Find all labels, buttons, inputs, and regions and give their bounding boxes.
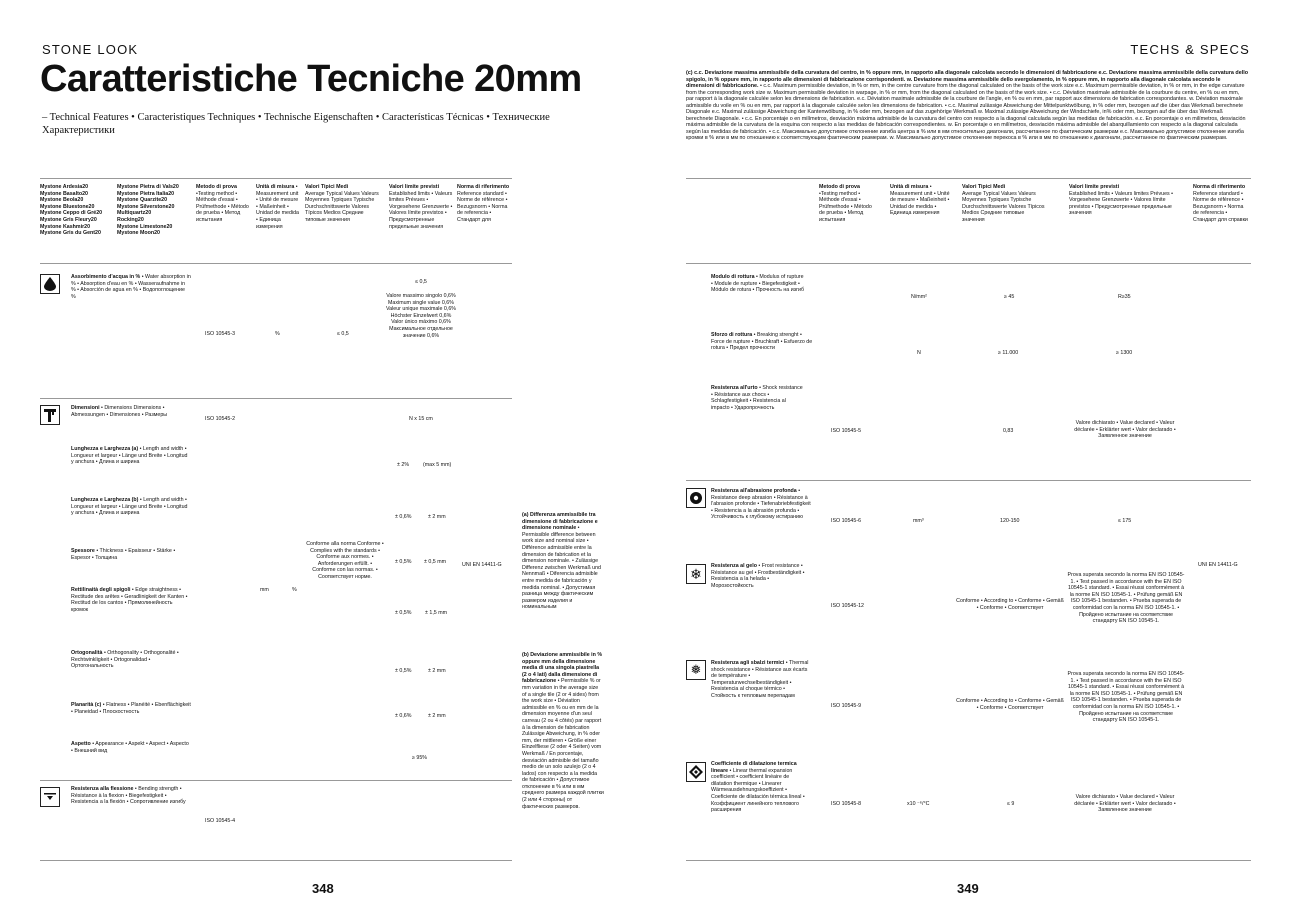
dilation-unit: x10 ⁻⁶/°C (907, 801, 930, 807)
thermal-shock-typical: Conforme • According to • Conforme • Gemäß • Conforme • Соответствует (956, 698, 1064, 711)
col-header-method: Metodo di prova •Testing method • Méthode d'essai • Prüfmethode • Método de prueba • Метод испытания (196, 184, 249, 223)
length-b-label: Lunghezza e Larghezza (b) • Length and width • Longueur et largeur • Länge und Breite • Longitud y anchura • Длина и ширина (71, 497, 188, 517)
footer-rule (40, 860, 512, 861)
product-name: Mystone Limestone20 (117, 223, 173, 230)
col-header-limits: Valori limite previsti Established limits • Valeurs limites Prévues • Vorgesehene Grenzwerte • Valores límite previstos • Предусмотренные предельные значения (389, 184, 453, 230)
right-col-header-unit: Unità di misura • Measurement unit • Unité de mesure • Maßeinheit • Unidad de medida • Единица измерения (890, 184, 950, 217)
abrasion-method: ISO 10545-6 (831, 518, 862, 524)
thermal-shock-method: ISO 10545-9 (831, 703, 862, 709)
thickness-value2: ± 0,5 mm (424, 559, 447, 565)
right-footer-rule (686, 860, 1251, 861)
orthogonality-value1: ± 0,5% (395, 668, 412, 674)
dilation-method: ISO 10545-8 (831, 801, 862, 807)
right-row-rule (686, 480, 1251, 481)
thickness-label: Spessore • Thickness • Epaisseur • Stärke • Espesor • Толщина (71, 548, 176, 561)
page-subtitle: – Technical Features • Caracteristiques Techniques • Technische Eigenschaften • Características Técnicas • Технические Характеристики (42, 112, 550, 136)
rupture-unit: N/mm² (911, 294, 927, 300)
note-c: (c) c.c. Deviazione massima ammissibile della curvatura del centro, in % oppure mm, in rapporto alla diagonale calcolata secondo le dimensioni di fabbricazione e.c. Deviazione massima ammissibile della curvatura dello spigolo, in % oppure mm, in rapporto alle dimensioni di fabbricazione corrispondenti. w. Deviazione massima ammissibile dello svergolamento, in % oppure mm, in rapporto alla diagonale calcolata secondo le dimensioni di fabbricazione. • c.c. Maximum permissible deviation, in % or mm, in the centre curvature from the diagonal calculated on the basis of the work size e.c. Maximum permissible deviation, in % or mm, in the edge curvature from the corresponding work size w. Maximum permissible deviation in warpage, in % or mm, from the diagonal calculated on the basis of the work size. • c.c. Déviation maximale admissible de la courbure du centre, en % ou en mm, par rapport à la diagonale calculée selon les dimensions de fabrication. e.c. Déviation maximale admissible de la courbure de l'angle, en % ou en mm, par rapport aux dimensions de fabrication correspondantes. w. Déviation maximale admissible du voile en % ou en mm, par rapport à la diagonale calculée selon les dimensions de fabrication. • c.c. Maximal zulässige Abweichung der Mittelpunktwölbung, in % oder mm, bezogen auf die über das Werkmaß berechnete Diagonale e.c. Maximal zulässige Abweichung der Kantenwölbung, in % oder mm, bezogen auf das zugehörige Werkmaß w. Maximal zulässige Abweichung der Windschiefe, in% oder mm, bezogen auf die über das Werkmaß berechnete Diagonale. • c.c. En porcentaje o en milímetros, desviación máxima admisible de la curvatura del centro con respecto a la diagonal calculada según las medidas de fabricación. e.c. En porcentaje o en milímetros, desviación máxima admisible de la curvatura de la esquina con respecto a las medidas de fabricación correspondientes. w. En porcentaje o en milímetros, desviación máxima admisible del abarquillamiento con respecto a la diagonal calculada según las medidas de fabricación. • c.c. Максимально допустимое отклонение изгиба центра в % или в мм относительно диагонали, рассчитанное по фактическим размерам e.c. Максимально допустимое отклонение изгиба кромки в % или в мм по отношению к соответствующим фактическим размерам. w. Максимально допустимое отклонение перекоса в % или в мм по отношению к диагонали, рассчитанное по фактическим размерам. (686, 70, 1249, 142)
product-name: Rocking20 (117, 216, 144, 223)
length-a-value2: (max 5 mm) (423, 462, 452, 468)
flatness-value2: ± 2 mm (428, 713, 446, 719)
impact-label: Resistenza all'urto • Shock resistance • Résistance aux chocs • Schlagfestigkeit • Resistencia al impacto • Ударопрочность (711, 385, 803, 411)
product-name: Mystone Gris Fleury20 (40, 216, 97, 223)
product-list-2 (117, 184, 197, 237)
frost-typical: Conforme • According to • Conforme • Gemäß • Conforme • Соответствует (956, 598, 1064, 611)
straightness-value1: ± 0,5% (395, 610, 412, 616)
product-name: Mystone Ceppo di Gré20 (40, 210, 103, 217)
straightness-value2: ± 1,5 mm (425, 610, 448, 616)
right-header-top-rule (686, 178, 1251, 179)
page-number-left: 348 (312, 881, 334, 896)
thickness-value1: ± 0,5% (395, 559, 412, 565)
product-list-1 (40, 184, 120, 237)
right-col-header-limits: Valori limite previsti Established limits • Valeurs limites Prévues • Vorgesehene Grenzwerte • Valores límite previstos • Предусмотренные предельные значения (1069, 184, 1173, 217)
length-a-value1: ± 2% (397, 462, 410, 468)
abrasion-icon (686, 488, 706, 508)
product-name: Mystone Ardesia20 (40, 184, 89, 190)
product-name: Mystone Bluestone20 (40, 203, 95, 210)
water-method: ISO 10545-3 (205, 331, 236, 337)
rupture-typical: ≥ 45 (1004, 294, 1015, 300)
water-limit-detail: Valore massimo singolo 0,6% Maximum single value 0,6% Valeur unique maximale 0,6% Höchster Einzelwert 0,6% Valor único máximo 0,6% Максимальное отдельное значение 0,6% (386, 293, 456, 339)
abrasion-unit: mm³ (913, 518, 924, 524)
page-title: Caratteristiche Tecniche 20mm (40, 58, 582, 100)
page-number-right: 349 (957, 881, 979, 896)
flexural-method: ISO 10545-4 (205, 818, 236, 824)
frost-label: Resistenza al gelo • Frost resistance • Résistance au gel • Frostbeständigkeit • Resistencia a la helada • Морозостойкость (711, 563, 805, 589)
product-name: Mystone Moon20 (117, 230, 160, 237)
product-name: Mystone Gris du Gent20 (40, 230, 101, 237)
product-name: Mystone Pietra Italia20 (117, 190, 175, 197)
dilation-label: Coefficiente di dilatazione termica lineare • Linear thermal expansion coefficient • coefficient linéaire de dilatation thermique • Linearer Wärmeausdehnungskoeffizient • Coeficiente de dilatación térmica lineal • Коэффициент линейного теплового расширения (711, 761, 805, 814)
thermal-expansion-icon (686, 762, 706, 782)
breaking-unit: N (917, 350, 921, 356)
product-name: Mystone Silverstone20 (117, 203, 175, 210)
frost-method: ISO 10545-12 (831, 603, 864, 609)
appearance-label: Aspetto • Appearance • Aspekt • Aspect • Aspecto • Внешний вид (71, 741, 189, 754)
product-name: Mystone Beola20 (40, 197, 84, 204)
col-header-norm: Norma di riferimento Reference standard • Norme de référence • Bezugsnorm • Norma de referencia • Стандарт для (457, 184, 510, 223)
product-name: Mystone Quarzite20 (117, 197, 168, 204)
col-header-typical: Valori Tipici Medi Average Typical Values Valeurs Moyennes Typiques Typische Durchschnittswerte Valores Típicos Medios Средние типовые значения (305, 184, 379, 223)
abrasion-limit: ≤ 175 (1118, 518, 1132, 524)
flatness-value1: ± 0,6% (395, 713, 412, 719)
thermal-shock-icon: ❅ (686, 660, 706, 680)
appearance-value: ≥ 95% (412, 755, 427, 761)
dimensions-limit: N x 15 cm (409, 416, 433, 422)
rupture-label: Modulo di rottura • Modulus of rupture • Module de rupture • Biegefestigkeit • Módulo de rotura • Прочность на изгиб (711, 274, 805, 294)
abrasion-typical: 120-150 (1000, 518, 1020, 524)
dimensions-method: ISO 10545-2 (205, 416, 236, 422)
frost-limit: Prova superata secondo la norma EN ISO 10545-1. • Test passed in accordance with the EN ISO 10545-1 standard. • Essai réussi conformément à la norme EN ISO 10545-1. • Prüfung gemäß EN ISO 10545-1 bestanden. • Prueba superada de conformidad con la norma EN ISO 10545-1. • Пройдено испытание на соответствие стандарту EN ISO 10545-1. (1067, 572, 1185, 625)
impact-method: ISO 10545-5 (831, 428, 862, 434)
water-typical: ≤ 0,5 (337, 331, 349, 337)
note-b: (b) Deviazione ammissibile in % oppure mm della dimensione media di una singola piastrella (2 o 4 lati) dalla dimensione di fabbricazione • Permissible % or mm variation in the average size of a single tile (2 or 4 sides) from the work size • Déviation admissible en % ou en mm de la dimension moyenne d'un seul carreau (2 ou 4 côtés) par rapport à la dimension de fabrication Zulässige Abweichung, in % oder mm, der mittleren • Größe einer Einzelfliese (2 oder 4 Seiten) vom Werkmaß / En porcentaje, desviación admisible del tamaño medio de un solo azulejo (2 o 4 lados) con respecto a la medida de fabricación • Допустимое отклонение в % или в мм среднего размера каждой плитки (2 или 4 стороны) от фактических размеров. (522, 652, 604, 810)
length-a-label: Lunghezza e Larghezza (a) • Length and width • Longueur et largeur • Länge und Breite • Longitud y anchura • Длина и ширина (71, 446, 188, 466)
impact-limit: Valore dichiarato • Value declared • Valeur déclarée • Erklärter wert • Valor declarado • Заявленное значение (1074, 420, 1176, 440)
right-col-header-norm: Norma di riferimento Reference standard • Norme de référence • Bezugsnorm • Norma de referencia • Стандарт для справки (1193, 184, 1248, 223)
breaking-typical: ≥ 11.000 (998, 350, 1019, 356)
conforme-text: Conforme alla norma Conforme • Complies with the standards • Conforme aux normes. • Anforderungen erfüllt. • Conforme con las normas. • Соответствует норме. (306, 541, 384, 580)
flatness-label: Planarità (c) • Flatness • Planéité • Ebenflächigkeit • Planeidad • Плоскостность (71, 702, 191, 715)
row-rule (40, 780, 512, 781)
bending-icon (40, 787, 60, 807)
dilation-typical: ≤ 9 (1007, 801, 1015, 807)
abrasion-label: Resistenza all'abrasione profonda • Resistance deep abrasion • Résistance à l'abrasion profonde • Tiefenabriebfestigkeit • Resistencia a la abrasión profunda • Устойчивость к глубокому истиранию (711, 488, 811, 521)
breaking-limit: ≥ 1300 (1116, 350, 1133, 356)
product-name: Mystone Basalto20 (40, 190, 88, 197)
product-name: Mystone Pietra di Vals20 (117, 184, 179, 190)
right-section-label: TECHS & SPECS (1130, 42, 1250, 57)
product-name: Multiquartz20 (117, 210, 152, 217)
water-limit: ≤ 0,5 (415, 279, 427, 285)
left-section-label: STONE LOOK (42, 42, 139, 57)
snowflake-icon: ❄ (686, 564, 706, 584)
water-absorption-label: Assorbimento d'acqua in % • Water absorption in % • Absorption d'eau en % • Wasseraufnahme in % • Absorción de agua en % • Водопоглощение % (71, 274, 191, 300)
right-header-bottom-rule (686, 263, 1251, 264)
dilation-limit: Valore dichiarato • Value declared • Valeur déclarée • Erklärter wert • Valor declarado • Заявленное значение (1074, 794, 1176, 814)
note-a: (a) Differenza ammissibile tra dimensione di fabbricazione e dimensione nominale • Permissible difference between work size and nominal size • Différence admissible entre la dimension de fabrication et la dimension nominale. • Zulässige Differenz zwischen Werkmaß und Nennmaß • Diferencia admisible entre medida de fabricación y medida nominal. • Допустимая разница между фактическим размером изделия и номинальным (522, 512, 601, 611)
thermal-shock-limit: Prova superata secondo la norma EN ISO 10545-1. • Test passed in accordance with the EN ISO 10545-1 standard. • Essai réussi conformément à la norme EN ISO 10545-1. • Prüfung gemäß EN ISO 10545-1 bestanden. • Prueba superada de conformidad con la norma EN ISO 10545-1. • Пройдено испытание на соответствие стандарту EN ISO 10545-1. (1067, 671, 1185, 724)
right-col-header-typical: Valori Tipici Medi Average Typical Values Valeurs Moyennes Typiques Typische Durchschnittswerte Valores Típicos Medios Средние типовые значения (962, 184, 1045, 223)
orthogonality-value2: ± 2 mm (428, 668, 446, 674)
straightness-unit-pct: % (292, 587, 297, 593)
caliper-icon (40, 405, 60, 425)
product-name: Mystone Kashmir20 (40, 223, 91, 230)
breaking-label: Sforzo di rottura • Breaking strenght • Force de rupture • Bruchkraft • Esfuerzo de rotura • Предел прочности (711, 332, 813, 352)
rupture-limit: R≥35 (1118, 294, 1131, 300)
water-unit: % (275, 331, 280, 337)
header-top-rule (40, 178, 512, 179)
straightness-unit-mm: mm (260, 587, 269, 593)
length-b-value1: ± 0,6% (395, 514, 412, 520)
thermal-shock-label: Resistenza agli sbalzi termici • Thermal shock resistance • Résistance aux écarts de température • Temperaturwechselbeständigkeit • Resistencia al choque térmico • Стойкость к тепловым перепадам (711, 660, 809, 699)
row-rule (40, 398, 512, 399)
norm-value-right: UNI EN 14411-G (1198, 562, 1238, 568)
orthogonality-label: Ortogonalità • Orthogonality • Orthogonalité • Rechtwinkligkeit • Ortogonalidad • Ортогональность (71, 650, 179, 670)
impact-typical: 0,83 (1003, 428, 1014, 434)
water-drop-icon (40, 274, 60, 294)
right-col-header-method: Metodo di prova •Testing method • Méthode d'essai • Prüfmethode • Método de prueba • Метод испытания (819, 184, 872, 223)
flexural-label: Resistenza alla flessione • Bending strength • Résistance à la flexion • Biegefestigkeit • Resistencia a la flexión • Сопротивление изгибу (71, 786, 186, 806)
length-b-value2: ± 2 mm (428, 514, 446, 520)
col-header-unit: Unità di misura • Measurement unit • Unité de mesure • Maßeinheit • Unidad de medida • Единица измерения (256, 184, 299, 230)
straightness-label: Rettilinaità degli spigoli • Edge straightness • Rectitude des arêtes • Geradlinigkeit der Kanten • Rectitud de los cantos • Прямолинейность кромок (71, 587, 188, 613)
norm-value-left: UNI EN 14411-G (462, 562, 502, 568)
header-bottom-rule (40, 263, 512, 264)
dimensions-label: Dimensioni • Dimensions Dimensions • Abmessungen • Dimensiones • Размеры (71, 405, 168, 418)
